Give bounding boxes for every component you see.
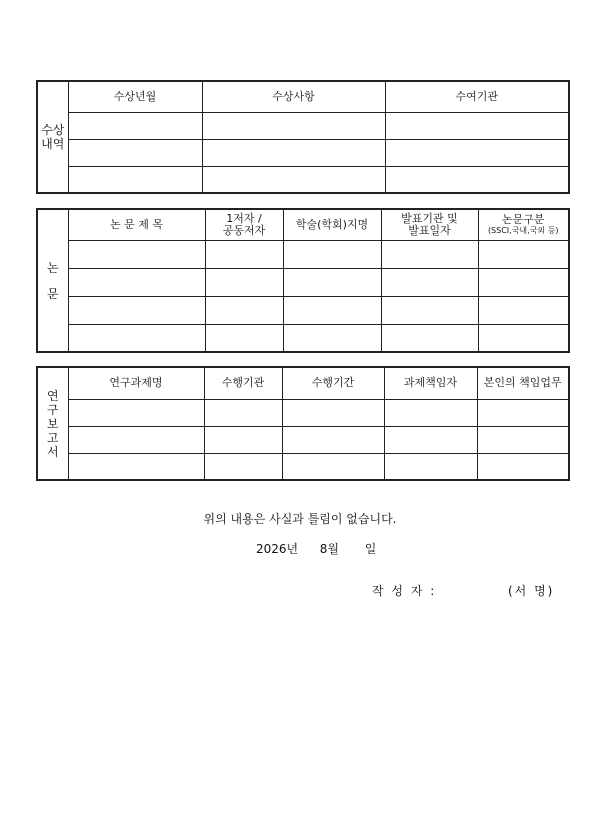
table-row [37,324,569,352]
paper-journal-cell[interactable] [283,324,381,352]
table-row [37,426,569,453]
reports-table [36,366,570,481]
report-org-cell[interactable] [204,426,282,453]
date-month: 8월 [319,542,340,556]
award-org-cell[interactable] [385,139,569,166]
table-row [37,112,569,139]
date-day: 일 [364,542,377,556]
date-line [256,540,376,557]
paper-journal-cell[interactable] [283,240,381,268]
paper-title-cell[interactable] [68,240,205,268]
report-lead-cell[interactable] [384,426,477,453]
paper-venue-cell[interactable] [381,296,478,324]
award-date-cell[interactable] [68,112,202,139]
header-paper-journal: 학술(학회)지명 [283,209,381,240]
paper-title-cell[interactable] [68,268,205,296]
header-award-item: 수상사항 [202,81,385,112]
award-item-cell[interactable] [202,112,385,139]
header-paper-title: 논 문 제 목 [68,209,205,240]
report-lead-cell[interactable] [384,399,477,426]
report-period-cell[interactable] [282,426,384,453]
header-report-role: 본인의 책임업무 [477,367,569,399]
paper-author-cell[interactable] [205,296,283,324]
header-paper-venue: 발표기관 및 발표일자 [381,209,478,240]
award-item-cell[interactable] [202,166,385,193]
writer-label: 작 성 자 : [372,584,437,598]
table-row [37,268,569,296]
reports-side-label: 연 구 보 고 서 [37,367,68,480]
signature-label[interactable]: (서 명) [508,584,555,598]
report-lead-cell[interactable] [384,453,477,480]
report-period-cell[interactable] [282,453,384,480]
table-row [37,139,569,166]
header-report-lead: 과제책임자 [384,367,477,399]
table-row [37,240,569,268]
paper-author-cell[interactable] [205,268,283,296]
report-role-cell[interactable] [477,453,569,480]
awards-table [36,80,570,194]
award-org-cell[interactable] [385,112,569,139]
report-org-cell[interactable] [204,453,282,480]
header-paper-type: 논문구분 (SSCI,국내,국외 등) [478,209,569,240]
paper-type-cell[interactable] [478,240,569,268]
paper-type-cell[interactable] [478,324,569,352]
report-title-cell[interactable] [68,453,204,480]
paper-title-cell[interactable] [68,324,205,352]
report-role-cell[interactable] [477,399,569,426]
award-item-cell[interactable] [202,139,385,166]
paper-author-cell[interactable] [205,240,283,268]
header-award-date: 수상년월 [68,81,202,112]
report-role-cell[interactable] [477,426,569,453]
report-title-cell[interactable] [68,426,204,453]
paper-author-cell[interactable] [205,324,283,352]
awards-side-label: 수상 내역 [37,81,68,193]
table-row [37,166,569,193]
date-year: 2026년 [256,542,299,556]
paper-title-cell[interactable] [68,296,205,324]
certification-statement: 위의 내용은 사실과 틀림이 없습니다. [203,512,397,526]
header-report-title: 연구과제명 [68,367,204,399]
report-title-cell[interactable] [68,399,204,426]
report-period-cell[interactable] [282,399,384,426]
paper-journal-cell[interactable] [283,296,381,324]
paper-type-cell[interactable] [478,296,569,324]
report-org-cell[interactable] [204,399,282,426]
header-report-org: 수행기관 [204,367,282,399]
award-org-cell[interactable] [385,166,569,193]
paper-venue-cell[interactable] [381,268,478,296]
paper-venue-cell[interactable] [381,240,478,268]
table-row [37,453,569,480]
header-award-org: 수여기관 [385,81,569,112]
table-row [37,399,569,426]
papers-table [36,208,570,353]
paper-type-cell[interactable] [478,268,569,296]
header-report-period: 수행기간 [282,367,384,399]
table-row [37,296,569,324]
paper-journal-cell[interactable] [283,268,381,296]
papers-side-label: 논 문 [37,209,68,352]
header-paper-author: 1저자 / 공동저자 [205,209,283,240]
paper-venue-cell[interactable] [381,324,478,352]
award-date-cell[interactable] [68,166,202,193]
award-date-cell[interactable] [68,139,202,166]
